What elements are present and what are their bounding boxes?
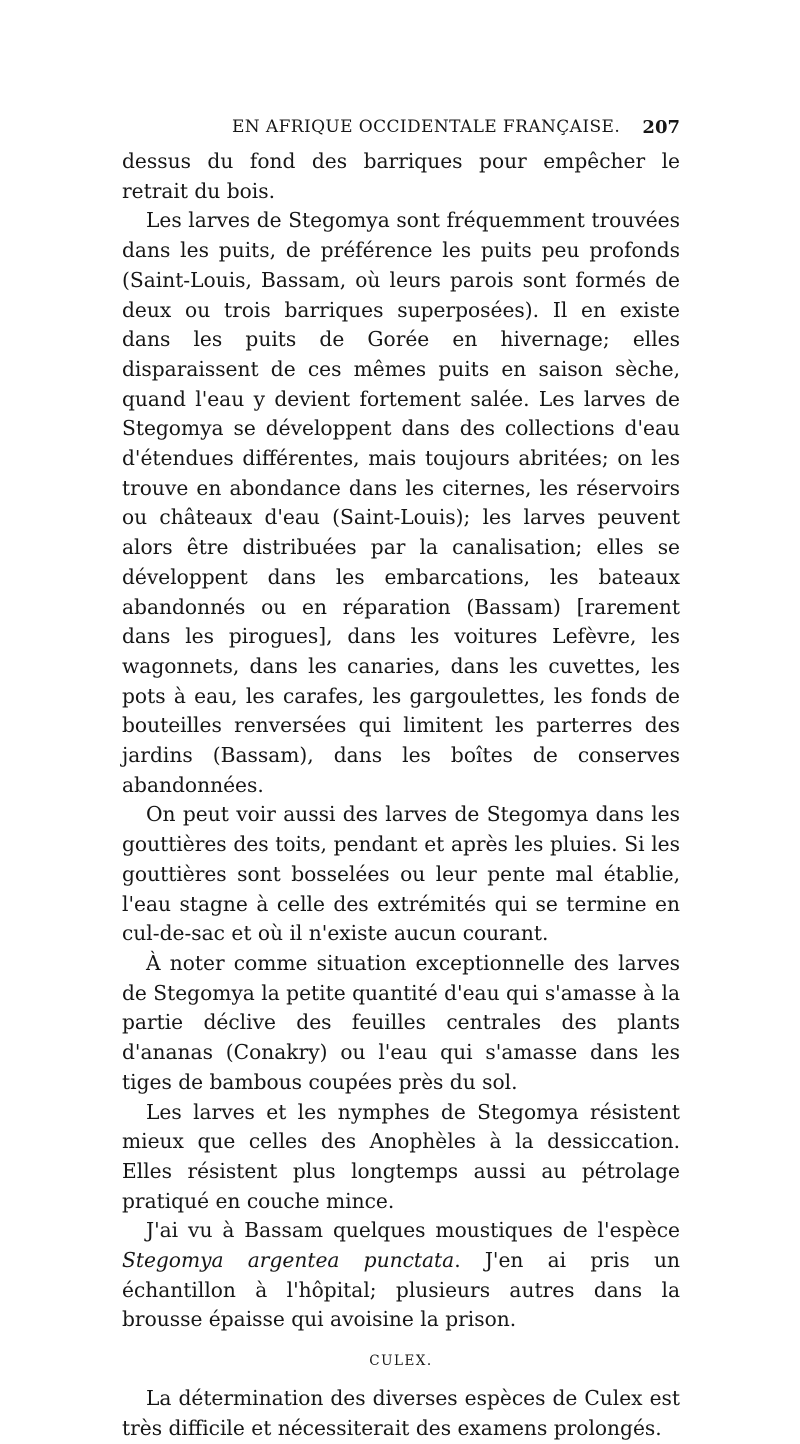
paragraph-gutters: On peut voir aussi des larves de Stegomya dans les gouttières des toits, pendant et après les pluies. Si les gouttières sont bosselées ou leur pente mal établie, l'eau stagne à celle des extrémités qui se termine en cul-de-sac et où il n'existe aucun courant. [122, 802, 680, 946]
paragraph-continuation: dessus du fond des barriques pour empêcher le retrait du bois. [122, 149, 680, 203]
section-heading-culex: CULEX. [369, 1353, 433, 1370]
page-number: 207 [642, 117, 680, 138]
paragraph-stegomya-habitats: Les larves de Stegomya sont fréquemment trouvées dans les puits, de préférence les puits peu profonds (Saint-Louis, Bassam, où leurs parois sont formés de deux ou trois barriques superposées). Il en existe dans les puits de Gorée en hivernage; elles disparaissent de ces mêmes puits en saison sèche, quand l'eau y devient fortement salée. Les larves de Stegomya se développent dans des collections d'eau d'étendues différentes, mais toujours abritées; on les trouve en abondance dans les citernes, les réservoirs ou châteaux d'eau (Saint-Louis); les larves peuvent alors être distribuées par la canalisation; elles se développent dans les embarcations, les bateaux abandonnés ou en réparation (Bassam) [rarement dans les pirogues], dans les voitures Lefèvre, les wagonnets, dans les canaries, dans les cuvettes, les pots à eau, les carafes, les gargoulettes, les fonds de bouteilles renversées qui limitent les parterres des jardins (Bassam), dans les boîtes de conserves abandonnées. [122, 208, 680, 797]
running-title: EN AFRIQUE OCCIDENTALE FRANÇAISE. [232, 117, 621, 137]
body-text [122, 147, 680, 1444]
paragraph-culex: La détermination des diverses espèces de Culex est très difficile et nécessiterait des examens prolongés. [122, 1386, 680, 1440]
paragraph-exceptional-situation: À noter comme situation exceptionnelle des larves de Stegomya la petite quantité d'eau qui s'amasse à la partie déclive des feuilles centrales des plants d'ananas (Conakry) ou l'eau qui s'amasse dans les tiges de bambous coupées près du sol. [122, 950, 680, 1094]
paragraph-bassam-text-end: . J'en ai pris un échantillon à l'hôpital; plusieurs autres dans la brousse épaisse qui avoisine la prison. [122, 1248, 680, 1332]
paragraph-bassam-text-start: J'ai vu à Bassam quelques moustiques de l'espèce [146, 1218, 680, 1243]
running-head [120, 117, 680, 139]
paragraph-resistance: Les larves et les nymphes de Stegomya résistent mieux que celles des Anophèles à la dessiccation. Elles résistent plus longtemps aussi au pétrolage pratiqué en couche mince. [122, 1099, 680, 1213]
species-name-italic: Stegomya argentea punctata [122, 1248, 455, 1273]
paragraph-bassam-observation [122, 1216, 680, 1335]
